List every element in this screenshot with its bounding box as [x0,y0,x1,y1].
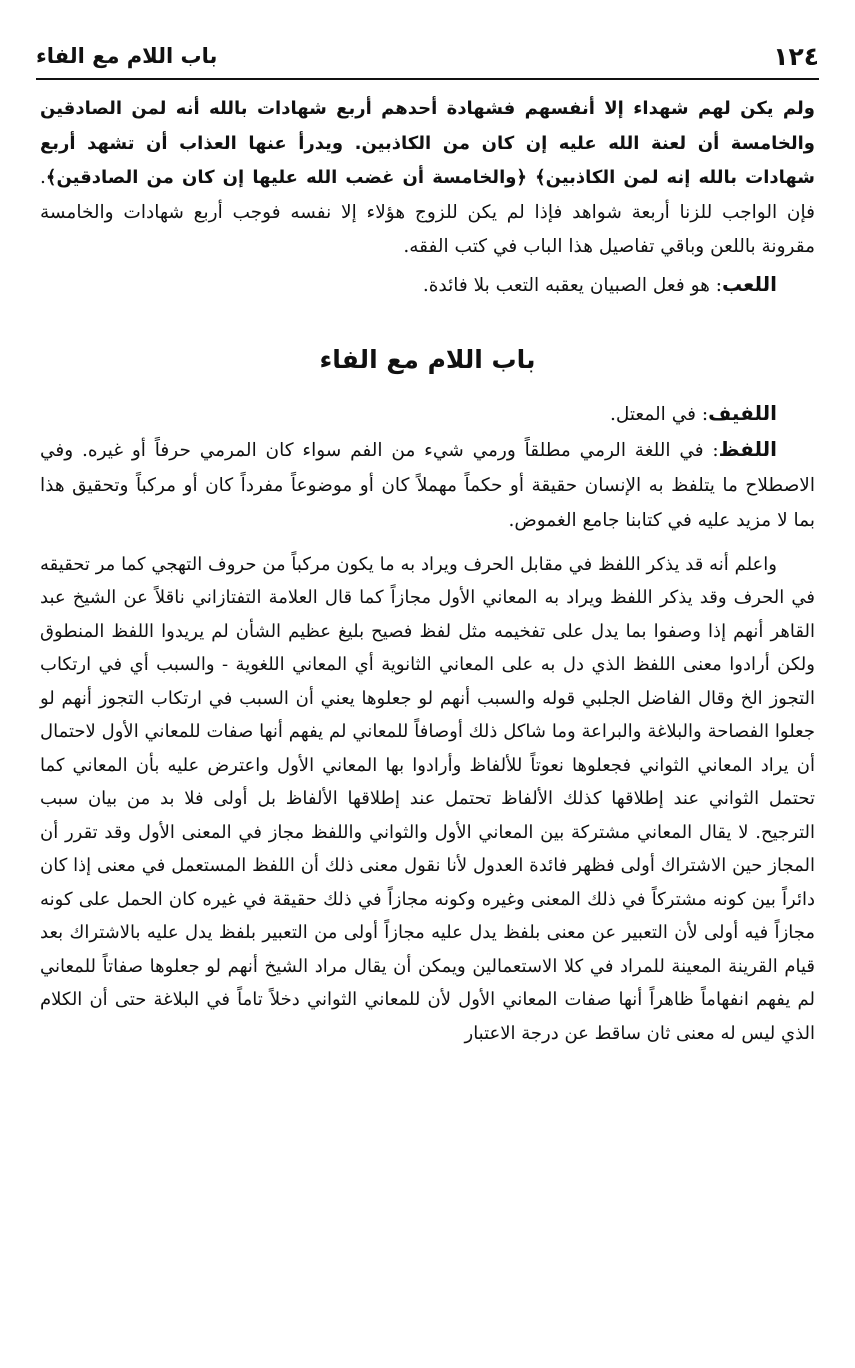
intro-commentary: . فإن الواجب للزنا أربعة شواهد فإذا لم يكن للزوج هؤلاء إلا نفسه فوجب أربع شهادات والخامسة مقرونة باللعن وباقي تفاصيل هذا الباب في كتب الفقه. [40,167,815,258]
intro-paragraph [40,92,815,265]
running-title: باب اللام مع الفاء [36,44,218,68]
entry-definition: : هو فعل الصبيان يعقبه التعب بلا فائدة. [422,274,722,296]
entry-definition: : في اللغة الرمي مطلقاً ورمي شيء من الفم سواء كان المرمي حرفاً أو غيره. وفي الاصطلاح ما يتلفظ به الإنسان حقيقة أو حكماً مهملاً كان أو موضوعاً مفرداً كان أو مركباً وتحقيق هذا بما لا مزيد عليه في كتابنا جامع الغموض. [40,439,815,531]
running-header [36,34,819,80]
entry-lafif [40,396,815,432]
entry-term: اللعب [722,271,777,296]
entry-laab [40,267,815,303]
entry-term: اللفيف [708,400,777,425]
entry-definition: : في المعتل. [609,403,709,425]
page-body [40,92,815,1050]
body-paragraph: واعلم أنه قد يذكر اللفظ في مقابل الحرف ويراد به ما يكون مركباً من حروف التهجي كما مر تحقيقه في الحرف وقد يذكر اللفظ ويراد به المعاني الأول مجازاً كما قال العلامة التفتازاني ناقلاً عن الشيخ عبد القاهر أنهم إذا وصفوا بما يدل على تفخيمه مثل لفظ فصيح بليغ عظيم الشأن لم يريدوا اللفظ المنطوق ولكن أرادوا معنى اللفظ الذي دل به على المعاني الثانوية أي المعاني اللغوية - والسبب أي في ارتكاب التجوز الخ وقال الفاضل الجلبي قوله والسبب أنهم لو جعلوها يعني أن السبب في ارتكاب التجوز أنهم لو جعلوا الفصاحة والبلاغة والبراعة وما شاكل ذلك أوصافاً للمعاني لم يفهم أنها صفات للمعاني الأول لاحتمال أن يراد المعاني الثواني فجعلوها نعوتاً للألفاظ وأرادوا بها المعاني الأول واعترض عليه بأن المعاني كما تحتمل الثواني عند إطلاقها كذلك الألفاظ تحتمل عند إطلاقها الألفاظ بل أولى فلا بد من بيان سبب الترجيح. لا يقال المعاني مشتركة بين المعاني الأول والثواني واللفظ مجاز في المعنى الأول وقد تقرر أن المجاز حين الاشتراك أولى فظهر فائدة العدول لأنا نقول معنى ذلك أن اللفظ المستعمل في معنى إذا كان دائراً بين كونه مشتركاً في ذلك المعنى وغيره وكونه مجازاً في ذلك حقيقة في غيره كان الحمل على كونه مجازاً فيه أولى لأن التعبير عن معنى بلفظ يدل عليه مجازاً أولى من التعبير بلفظ يدل عليه بالاشتراك بعد قيام القرينة المعينة للمراد في كلا الاستعمالين ويمكن أن يقال مراد الشيخ أنهم لو جعلوها صفاتاً للمعاني لم يفهم انفهاماً ظاهراً أنها صفات المعاني الأول لأن للمعاني الثواني دخلاً تاماً في البلاغة حتى أن الكلام الذي ليس له معنى ثان ساقط عن درجة الاعتبار [40,553,815,1044]
page-number: ١٢٤ [773,41,819,71]
section-title: باب اللام مع الفاء [319,344,536,374]
entry-term: اللفظ [718,436,777,461]
quran-quote: ولم يكن لهم شهداء إلا أنفسهم فشهادة أحدهم أربع شهادات بالله أنه لمن الصادقين والخامسة أن لعنة الله عليه إن كان من الكاذبين. ويدرأ عنها العذاب أن تشهد أربع شهادات بالله إنه لمن الكاذبين﴾ ﴿والخامسة أن غضب الله عليها إن كان من الصادقين﴾ [40,98,815,189]
entry-lafz [40,432,815,538]
